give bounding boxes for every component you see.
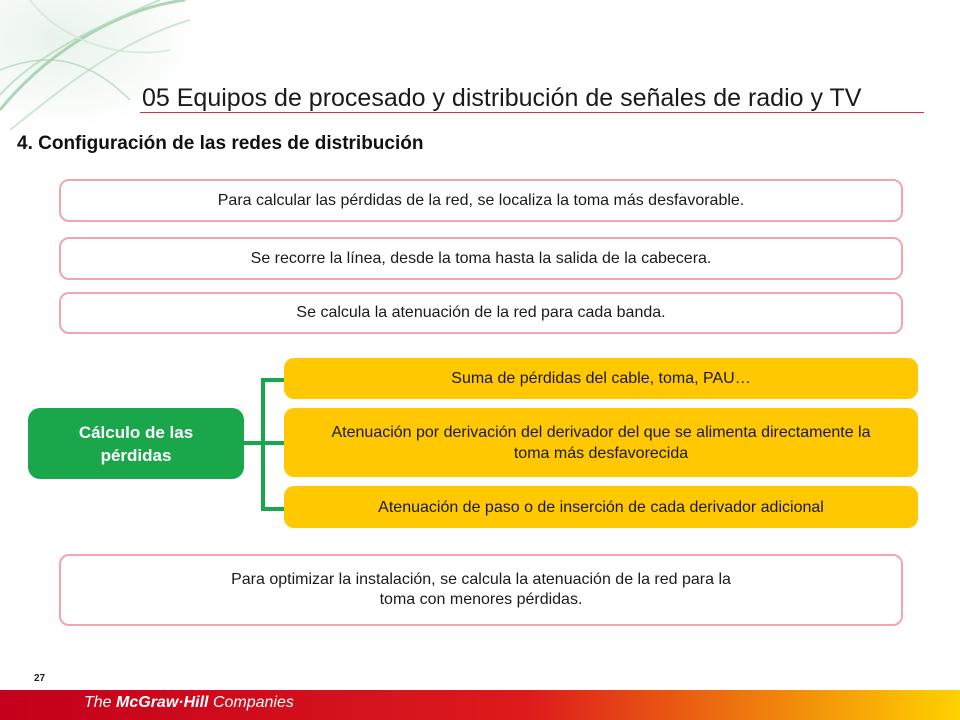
footer-bar	[0, 690, 960, 720]
note-text-2: Se recorre la línea, desde la toma hasta la salida de la cabecera.	[250, 249, 712, 267]
diagram-root-node	[28, 408, 244, 479]
brand-the: The	[84, 694, 112, 711]
diagram-branch-label-2: Atenuación por derivación del derivador del que se alimenta directamente la toma más desfavorecida	[331, 423, 871, 462]
connector-branch-2	[261, 441, 285, 445]
diagram-branch-node-3	[284, 486, 918, 528]
page-number: 27	[34, 673, 46, 684]
connector-branch-3	[261, 507, 285, 511]
note-box-4	[59, 554, 903, 626]
slide-title: 05 Equipos de procesado y distribución de señales de radio y TV	[142, 84, 862, 112]
diagram-branch-node-2	[284, 408, 918, 477]
section-heading: 4. Configuración de las redes de distribución	[17, 133, 424, 154]
brand-companies: Companies	[212, 694, 294, 711]
diagram-branch-label-1: Suma de pérdidas del cable, toma, PAU…	[451, 370, 751, 387]
diagram-root-label: Cálculo de las pérdidas	[78, 422, 194, 465]
note-box-2	[59, 237, 903, 280]
publisher-logo	[84, 694, 294, 712]
note-text-4: Para optimizar la instalación, se calcula la atenuación de la red para la toma con menores pérdidas.	[231, 571, 731, 608]
note-text-1: Para calcular las pérdidas de la red, se localiza la toma más desfavorable.	[217, 191, 745, 209]
diagram-branch-node-1	[284, 358, 918, 399]
brand-name: McGraw·Hill	[116, 694, 209, 711]
title-underline	[140, 112, 924, 113]
note-box-3	[59, 292, 903, 334]
note-box-1	[59, 179, 903, 222]
note-text-3: Se calcula la atenuación de la red para cada banda.	[296, 304, 666, 321]
connector-branch-1	[261, 378, 285, 382]
diagram-branch-label-3: Atenuación de paso o de inserción de cada derivador adicional	[378, 498, 824, 516]
